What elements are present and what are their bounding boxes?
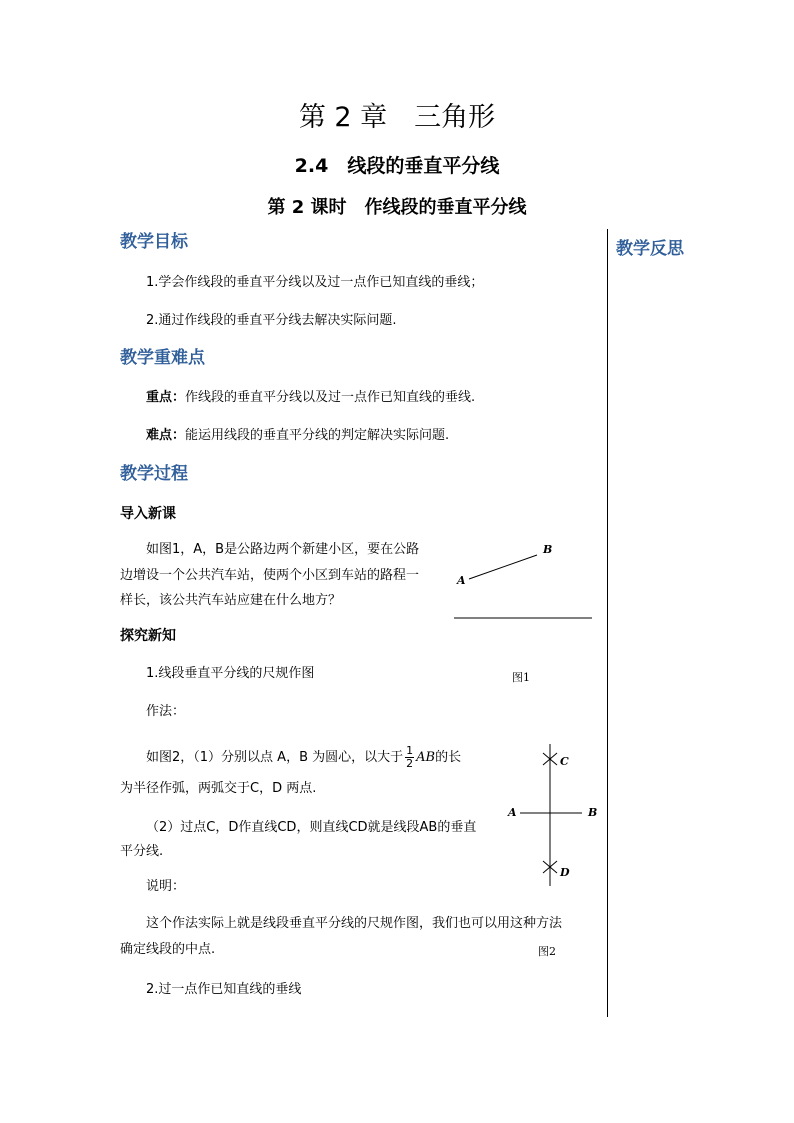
difficult-point-label: 难点：: [146, 428, 186, 443]
process-heading: 教学过程: [120, 464, 188, 484]
one-half-fraction: [405, 745, 414, 770]
explore-heading: 探究新知: [120, 628, 176, 644]
key-point-label: 重点：: [146, 390, 186, 405]
difficult-point-text: 能运用线段的垂直平分线的判定解决实际问题.: [185, 428, 450, 443]
note-label: 说明：: [146, 879, 186, 894]
figure-2-label-a: A: [508, 806, 517, 819]
intro-line-1: 如图1，A，B是公路边两个新建小区，要在公路: [146, 542, 420, 557]
note-line-1: 这个作法实际上就是线段垂直平分线的尺规作图，我们也可以用这种方法: [146, 916, 563, 931]
figure-2-caption: 图2: [538, 945, 556, 958]
intro-heading: 导入新课: [120, 506, 176, 522]
section-title: 2.4 线段的垂直平分线: [294, 155, 500, 177]
figure-1-label-a: A: [457, 574, 466, 587]
step-1-text: 如图2，（1）分别以点 A，B 为圆心，以大于: [146, 750, 404, 765]
figure-2-label-c: C: [560, 755, 569, 768]
objectives-heading: 教学目标: [120, 232, 188, 252]
key-points-heading: 教学重难点: [120, 348, 205, 368]
step-1-suffix: 的长: [435, 750, 462, 765]
fraction-numerator: 1: [406, 744, 414, 757]
chapter-title: 第 2 章 三角形: [298, 102, 496, 133]
figure-1-label-b: B: [543, 543, 553, 556]
explore-item-2: 2.过一点作已知直线的垂线: [146, 982, 302, 997]
lesson-title: 第 2 课时 作线段的垂直平分线: [267, 197, 527, 218]
fraction-denominator: 2: [406, 757, 414, 770]
intro-line-2: 边增设一个公共汽车站，使两个小区到车站的路程一: [120, 568, 420, 583]
segment-ab-label: AB: [416, 750, 436, 765]
step-2-line-1: （2）过点C，D作直线CD，则直线CD就是线段AB的垂直: [146, 820, 477, 835]
column-divider: [607, 229, 608, 1017]
difficult-point: [146, 425, 449, 447]
step-1-line-2: 为半径作弧，两弧交于C，D 两点.: [120, 781, 317, 796]
method-label: 作法：: [146, 704, 186, 719]
step-1-line-1: [146, 741, 461, 775]
figure-2-label-b: B: [588, 806, 598, 819]
note-line-2: 确定线段的中点.: [120, 942, 216, 957]
reflection-heading: 教学反思: [616, 239, 684, 259]
figure-1-caption: 图1: [512, 671, 530, 684]
segment-ab: [469, 555, 537, 579]
objective-item-1: 1.学会作线段的垂直平分线以及过一点作已知直线的垂线；: [146, 275, 484, 290]
step-2-line-2: 平分线.: [120, 844, 164, 859]
figure-2-label-d: D: [560, 866, 570, 879]
intro-line-3: 样长，该公共汽车站应建在什么地方？: [120, 593, 342, 608]
key-point: [146, 387, 475, 409]
key-point-text: 作线段的垂直平分线以及过一点作已知直线的垂线.: [185, 390, 476, 405]
objective-item-2: 2.通过作线段的垂直平分线去解决实际问题.: [146, 313, 397, 328]
explore-item-1: 1.线段垂直平分线的尺规作图: [146, 666, 315, 681]
figure-1: [450, 540, 600, 625]
